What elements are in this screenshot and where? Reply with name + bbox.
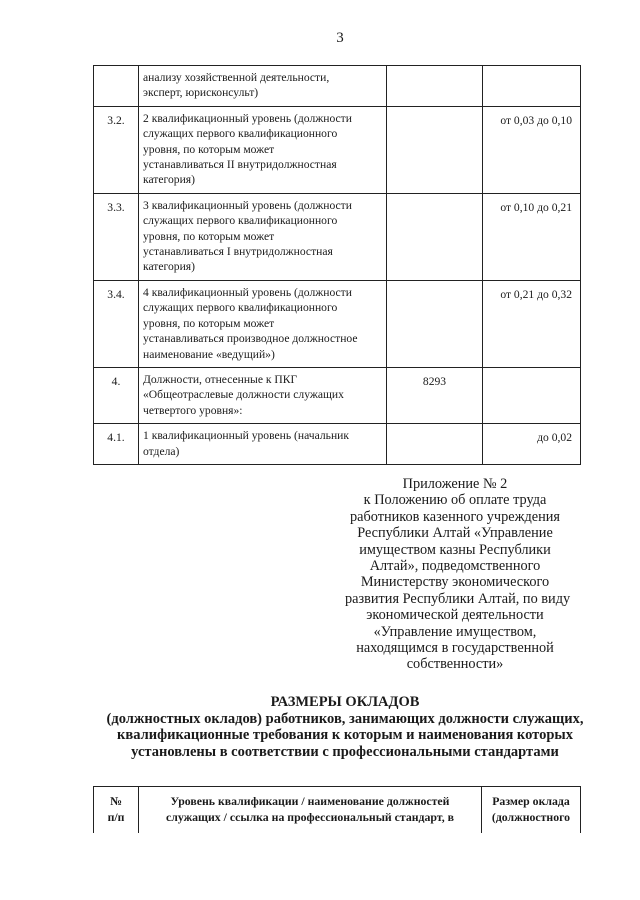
heading-line: квалификационные требования к которым и наименования которых — [117, 727, 573, 744]
column-header-number: № п/п — [94, 787, 139, 834]
row-description: 4 квалификационный уровень (должности служащих первого квалификационного уровня, по которым может устанавливаться производное должностное наименование «ведущий») — [139, 280, 387, 367]
column-header-qualification: Уровень квалификации / наименование должностей служащих / ссылка на профессиональный стандарт, в — [139, 787, 482, 834]
upper-salary-table — [93, 65, 581, 465]
row-salary — [387, 424, 483, 465]
table-row — [94, 193, 581, 280]
appendix-line: работников казенного учреждения — [350, 508, 560, 525]
table-row — [94, 367, 581, 423]
heading-line: установлены в соответствии с профессиональными стандартами — [131, 743, 559, 760]
column-header-salary: Размер оклада (должностного — [482, 787, 581, 834]
row-range: от 0,03 до 0,10 — [483, 106, 581, 193]
appendix-line: к Положению об оплате труда — [363, 492, 547, 509]
row-range — [483, 66, 581, 107]
appendix-line: развития Республики Алтай, по виду — [345, 590, 571, 607]
row-description: 3 квалификационный уровень (должности служащих первого квалификационного уровня, по которым может устанавливаться I внутридолжностная категория) — [139, 193, 387, 280]
row-range: от 0,21 до 0,32 — [483, 280, 581, 367]
page-number: 3 — [336, 30, 344, 46]
appendix-line: Приложение № 2 — [402, 476, 508, 492]
row-description: анализу хозяйственной деятельности, эксперт, юрисконсульт) — [139, 66, 387, 107]
row-salary — [387, 106, 483, 193]
row-salary: 8293 — [387, 367, 483, 423]
row-range — [483, 367, 581, 423]
appendix-note — [345, 476, 571, 673]
row-salary — [387, 193, 483, 280]
document-heading — [70, 694, 620, 760]
row-range: до 0,02 — [483, 424, 581, 465]
row-salary — [387, 66, 483, 107]
appendix-line: экономической деятельности — [366, 607, 544, 624]
row-salary — [387, 280, 483, 367]
row-number: 3.4. — [94, 280, 139, 367]
row-number: 4.1. — [94, 424, 139, 465]
row-number: 3.3. — [94, 193, 139, 280]
row-number: 3.2. — [94, 106, 139, 193]
appendix-line: Министерству экономического — [360, 574, 550, 591]
row-description: Должности, отнесенные к ПКГ «Общеотраслевые должности служащих четвертого уровня»: — [139, 367, 387, 423]
appendix-line: собственности» — [406, 656, 504, 673]
table-row — [94, 66, 581, 107]
table-row — [94, 424, 581, 465]
row-number: 4. — [94, 367, 139, 423]
table-row — [94, 106, 581, 193]
heading-line: (должностных окладов) работников, занимающих должности служащих, — [106, 710, 584, 727]
appendix-line: «Управление имуществом, — [373, 623, 537, 640]
row-number — [94, 66, 139, 107]
table-row — [94, 280, 581, 367]
heading-title: РАЗМЕРЫ ОКЛАДОВ — [270, 694, 420, 710]
lower-salary-table — [93, 786, 581, 833]
table-header-row — [94, 787, 581, 834]
appendix-line: Республики Алтай «Управление — [357, 525, 553, 542]
appendix-line: находящимся в государственной — [356, 640, 554, 657]
row-description: 1 квалификационный уровень (начальник отдела) — [139, 424, 387, 465]
appendix-line: имуществом казны Республики — [359, 541, 551, 558]
row-range: от 0,10 до 0,21 — [483, 193, 581, 280]
row-description: 2 квалификационный уровень (должности служащих первого квалификационного уровня, по которым может устанавливаться II внутридолжностная категория) — [139, 106, 387, 193]
appendix-line: Алтай», подведомственного — [369, 558, 541, 575]
